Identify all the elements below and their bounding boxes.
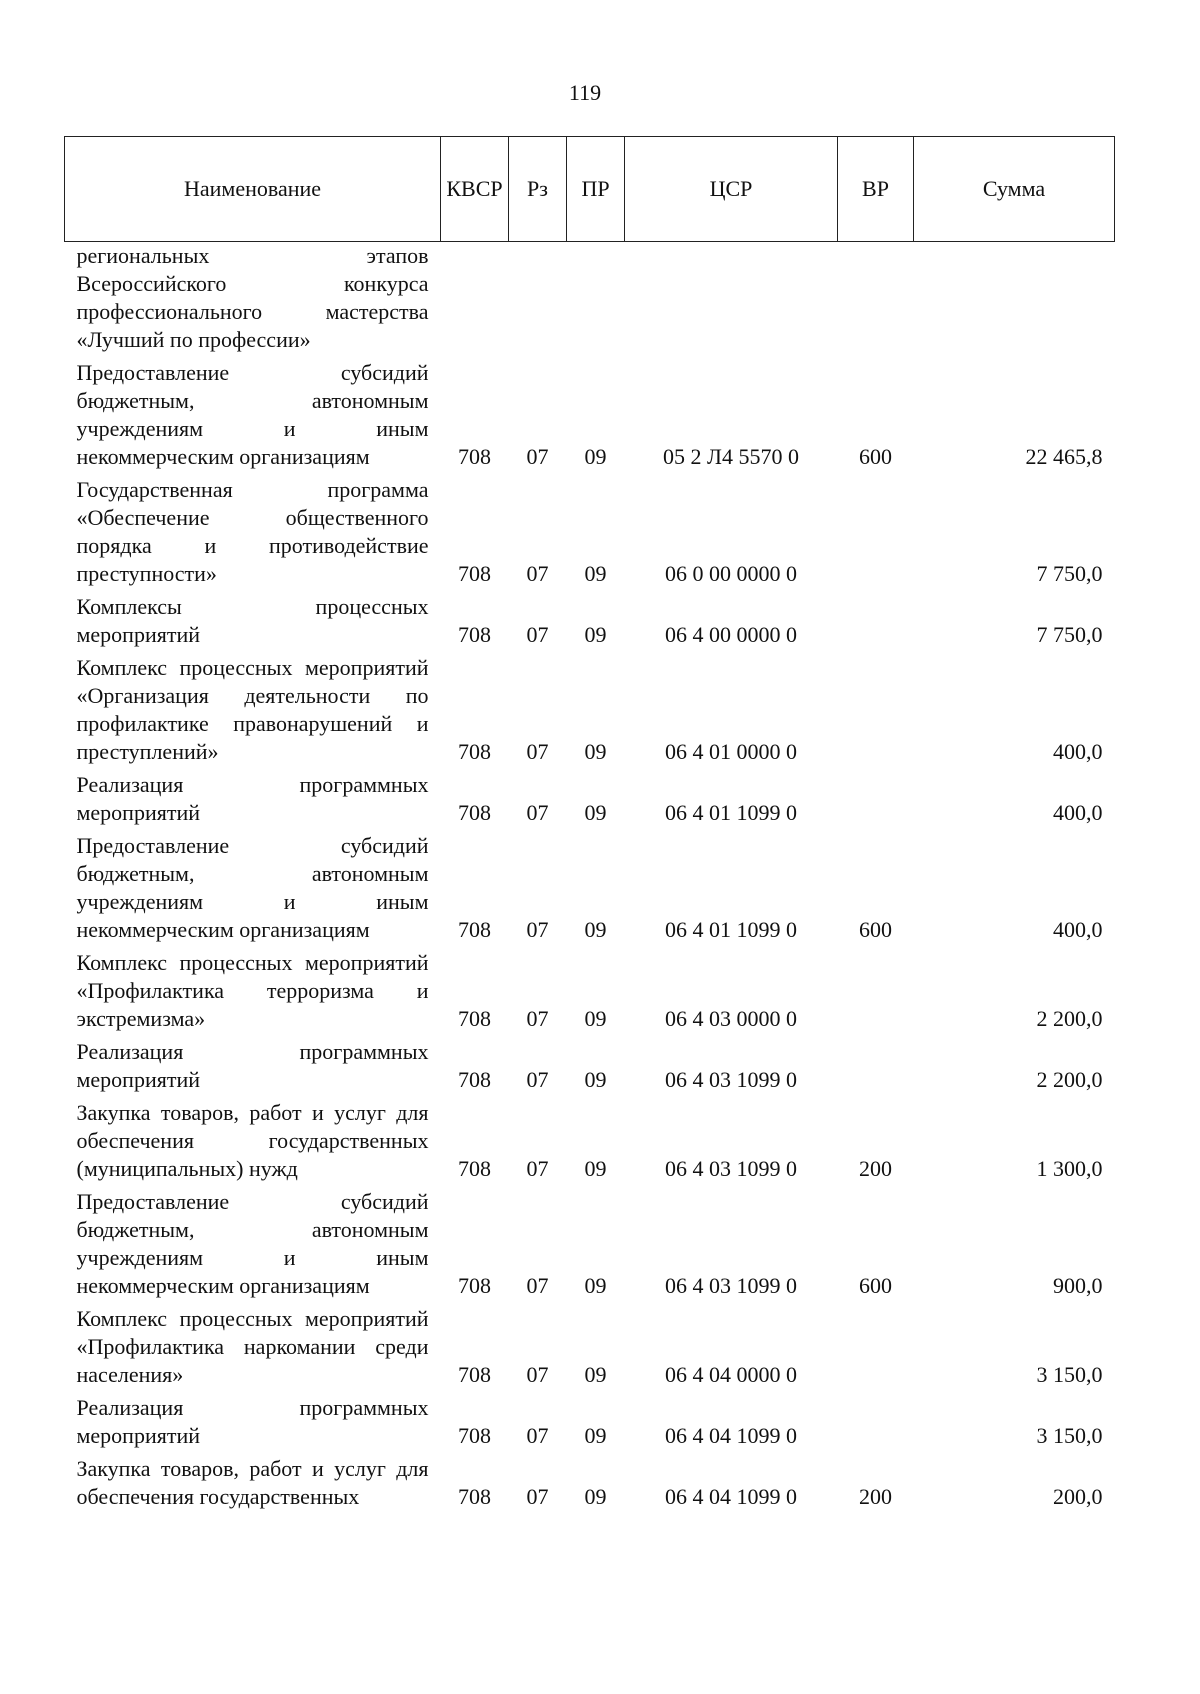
row-pr: 09: [584, 622, 607, 647]
row-csr: 05 2 Л4 5570 0: [663, 444, 799, 469]
row-sum: 400,0: [1053, 917, 1103, 942]
table-row: [65, 1188, 1115, 1305]
table-row: [65, 242, 1115, 360]
row-csr: 06 0 00 0000 0: [665, 561, 797, 586]
row-name: Закупка товаров, работ и услуг для обеспечения государственных (муниципальных) нужд: [76, 1100, 429, 1181]
row-csr: 06 4 04 1099 0: [665, 1423, 797, 1448]
table-row: [65, 1038, 1115, 1099]
table-row: [65, 593, 1115, 654]
table-row: [65, 1305, 1115, 1394]
row-kvsr: 708: [458, 1067, 491, 1092]
budget-table: [64, 136, 1115, 1516]
row-csr: 06 4 01 0000 0: [665, 739, 797, 764]
row-pr: [567, 242, 625, 360]
row-csr: 06 4 03 1099 0: [665, 1273, 797, 1298]
row-kvsr: 708: [458, 1273, 491, 1298]
row-vr: [838, 949, 914, 1038]
row-kvsr: 708: [458, 622, 491, 647]
row-pr: 09: [584, 1273, 607, 1298]
row-sum: [914, 242, 1115, 360]
row-name: Комплекс процессных мероприятий «Профилактика терроризма и экстремизма»: [76, 950, 429, 1031]
row-kvsr: 708: [458, 800, 491, 825]
row-rz: 07: [526, 1423, 549, 1448]
row-name: Реализация программных мероприятий: [76, 1039, 429, 1092]
table-row: [65, 1099, 1115, 1188]
row-vr: 600: [859, 444, 892, 469]
row-vr: 200: [859, 1484, 892, 1509]
table-row: [65, 1455, 1115, 1516]
table-row: [65, 949, 1115, 1038]
row-csr: 06 4 00 0000 0: [665, 622, 797, 647]
row-sum: 400,0: [1053, 800, 1103, 825]
row-kvsr: 708: [458, 561, 491, 586]
row-vr: [838, 242, 914, 360]
row-name: Реализация программных мероприятий: [76, 1395, 429, 1448]
row-rz: [509, 242, 567, 360]
row-sum: 2 200,0: [1036, 1067, 1103, 1092]
row-name: Комплекс процессных мероприятий «Организация деятельности по профилактике правонарушений и преступлений»: [76, 655, 429, 764]
row-pr: 09: [584, 739, 607, 764]
row-name: Реализация программных мероприятий: [76, 772, 429, 825]
header-kvsr: КВСР: [441, 137, 509, 242]
row-name: Предоставление субсидий бюджетным, автономным учреждениям и иным некоммерческим организациям: [76, 833, 429, 942]
row-pr: 09: [584, 1067, 607, 1092]
row-sum: 2 200,0: [1036, 1006, 1103, 1031]
row-kvsr: 708: [458, 917, 491, 942]
row-csr: 06 4 01 1099 0: [665, 800, 797, 825]
row-pr: 09: [584, 917, 607, 942]
row-rz: 07: [526, 1362, 549, 1387]
row-sum: 22 465,8: [1025, 444, 1103, 469]
row-name: Закупка товаров, работ и услуг для обеспечения государственных: [76, 1456, 429, 1509]
table-row: [65, 359, 1115, 476]
row-sum: 3 150,0: [1036, 1423, 1103, 1448]
row-rz: 07: [526, 1273, 549, 1298]
row-pr: 09: [584, 800, 607, 825]
row-name: региональных этапов Всероссийского конкурса профессионального мастерства «Лучший по профессии»: [76, 243, 429, 352]
row-kvsr: [441, 242, 509, 360]
row-rz: 07: [526, 622, 549, 647]
row-sum: 7 750,0: [1036, 561, 1103, 586]
row-csr: 06 4 04 0000 0: [665, 1362, 797, 1387]
row-name: Государственная программа «Обеспечение общественного порядка и противодействие преступности»: [76, 477, 429, 586]
row-rz: 07: [526, 739, 549, 764]
table-row: [65, 476, 1115, 593]
row-sum: 3 150,0: [1036, 1362, 1103, 1387]
row-vr: [838, 1394, 914, 1455]
table-row: [65, 654, 1115, 771]
row-vr: [838, 771, 914, 832]
row-sum: 200,0: [1053, 1484, 1103, 1509]
row-pr: 09: [584, 1423, 607, 1448]
header-csr: ЦСР: [625, 137, 838, 242]
row-sum: 400,0: [1053, 739, 1103, 764]
row-rz: 07: [526, 917, 549, 942]
row-vr: 200: [859, 1156, 892, 1181]
header-pr: ПР: [567, 137, 625, 242]
row-rz: 07: [526, 561, 549, 586]
row-kvsr: 708: [458, 1362, 491, 1387]
row-kvsr: 708: [458, 1006, 491, 1031]
row-kvsr: 708: [458, 444, 491, 469]
row-kvsr: 708: [458, 1156, 491, 1181]
row-vr: [838, 1305, 914, 1394]
header-name: Наименование: [65, 137, 441, 242]
row-name: Комплекс процессных мероприятий «Профилактика наркомании среди населения»: [76, 1306, 429, 1387]
row-csr: 06 4 04 1099 0: [665, 1484, 797, 1509]
row-sum: 900,0: [1053, 1273, 1103, 1298]
page-number: 119: [568, 80, 602, 105]
row-pr: 09: [584, 1484, 607, 1509]
row-pr: 09: [584, 444, 607, 469]
row-csr: 06 4 03 0000 0: [665, 1006, 797, 1031]
table-row: [65, 771, 1115, 832]
row-pr: 09: [584, 561, 607, 586]
row-name: Предоставление субсидий бюджетным, автономным учреждениям и иным некоммерческим организациям: [76, 1189, 429, 1298]
row-sum: 1 300,0: [1036, 1156, 1103, 1181]
row-name: Предоставление субсидий бюджетным, автономным учреждениям и иным некоммерческим организациям: [76, 360, 429, 469]
row-vr: 600: [859, 917, 892, 942]
row-vr: [838, 654, 914, 771]
row-rz: 07: [526, 1006, 549, 1031]
table-row: [65, 832, 1115, 949]
row-vr: [838, 476, 914, 593]
row-rz: 07: [526, 800, 549, 825]
table-body: [65, 242, 1115, 1517]
header-vr: ВР: [838, 137, 914, 242]
header-rz: Рз: [509, 137, 567, 242]
row-vr: [838, 593, 914, 654]
row-name: Комплексы процессных мероприятий: [76, 594, 429, 647]
row-sum: 7 750,0: [1036, 622, 1103, 647]
table-header: [65, 137, 1115, 242]
row-rz: 07: [526, 1484, 549, 1509]
row-csr: [625, 242, 838, 360]
row-kvsr: 708: [458, 1423, 491, 1448]
table-row: [65, 1394, 1115, 1455]
row-vr: 600: [859, 1273, 892, 1298]
row-rz: 07: [526, 444, 549, 469]
row-rz: 07: [526, 1156, 549, 1181]
row-csr: 06 4 03 1099 0: [665, 1067, 797, 1092]
row-kvsr: 708: [458, 739, 491, 764]
row-csr: 06 4 01 1099 0: [665, 917, 797, 942]
row-kvsr: 708: [458, 1484, 491, 1509]
row-csr: 06 4 03 1099 0: [665, 1156, 797, 1181]
row-pr: 09: [584, 1006, 607, 1031]
row-rz: 07: [526, 1067, 549, 1092]
row-pr: 09: [584, 1362, 607, 1387]
row-vr: [838, 1038, 914, 1099]
row-pr: 09: [584, 1156, 607, 1181]
header-sum: Сумма: [914, 137, 1115, 242]
